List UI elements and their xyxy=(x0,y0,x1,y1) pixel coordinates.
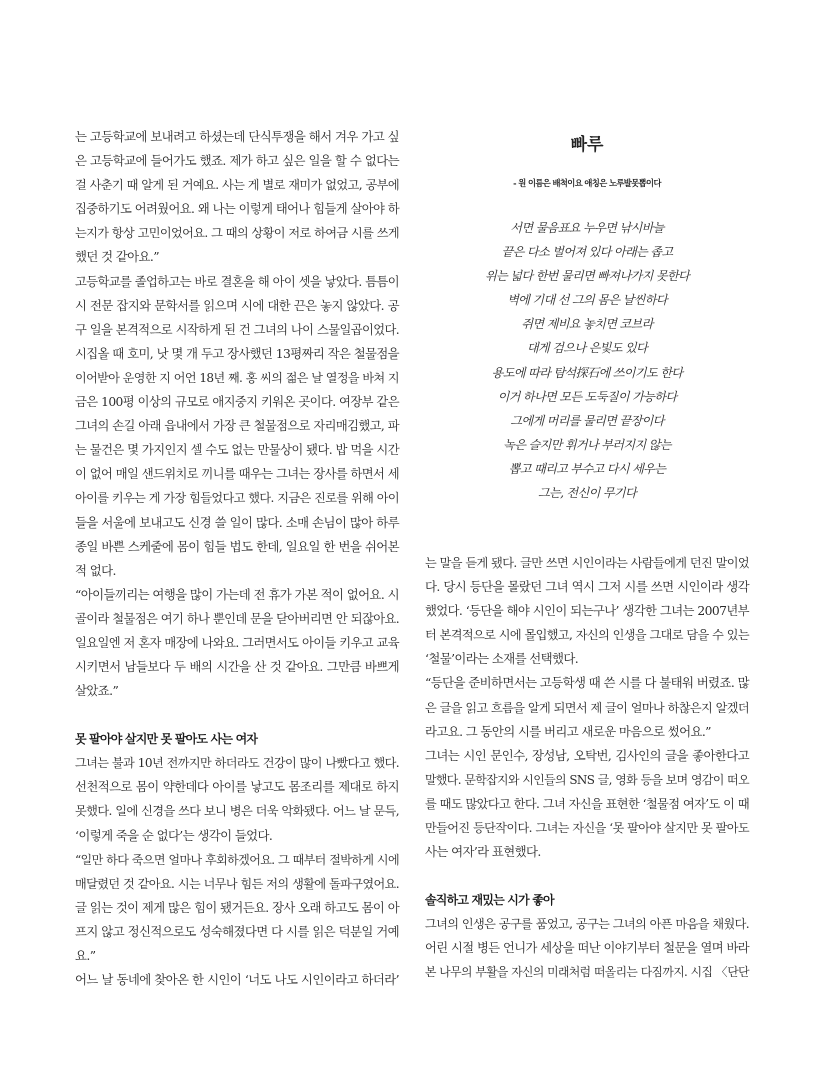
text-line: 은 고등학교에 들어가도 했죠. 제가 하고 싶은 일을 할 수 없다는 xyxy=(75,153,399,169)
text-line: 어린 시절 병든 언니가 세상을 떠난 이야기부터 철문을 열며 바라 xyxy=(425,941,749,956)
poem-line: 쥐면 제비요 놓치면 코브라 xyxy=(521,317,653,332)
text-line: ‘이렇게 죽을 순 없다’는 생각이 들었다. xyxy=(75,827,273,843)
paragraph xyxy=(75,583,399,703)
text-line: 터 본격적으로 시에 몰입했고, 자신의 인생을 그대로 담을 수 있는 xyxy=(425,628,749,643)
text-line: 아이를 키우는 게 가장 힘들었다고 했다. 지금은 진로를 위해 아이 xyxy=(75,491,399,506)
text-line: 그녀의 인생은 공구를 품었고, 공구는 그녀의 아픈 마음을 채웠다. xyxy=(425,917,749,932)
text-line: 그녀는 시인 문인수, 장성남, 오탁번, 김사인의 글을 좋아한다고 xyxy=(425,747,749,763)
text-line: 종일 바쁜 스케줄에 몸이 힘들 법도 한데, 일요일 한 번을 쉬어본 xyxy=(75,538,399,554)
text-line: 프지 않고 정신적으로도 성숙해졌다면 다 시를 읽은 덕분일 거예 xyxy=(75,923,399,939)
text-line: 매달렸던 것 같아요. 시는 너무나 힘든 저의 생활에 돌파구였어요. xyxy=(75,876,399,891)
text-line: 걸 사춘기 때 알게 된 거예요. 사는 게 별로 재미가 없었고, 공부에 xyxy=(75,178,399,193)
paragraph xyxy=(75,751,399,847)
text-line: 이어받아 운영한 지 어언 18년 째. 홍 씨의 젊은 날 열정을 바쳐 지 xyxy=(75,370,399,385)
poem-line: 용도에 따라 탐석探石에 쓰이기도 한다 xyxy=(491,365,683,380)
text-line: 말했다. 문학잡지와 시인들의 SNS 글, 영화 등을 보며 영감이 떠오 xyxy=(425,772,749,787)
text-line: 은 글을 읽고 흐름을 알게 되면서 제 글이 얼마나 하찮은지 알겠더 xyxy=(425,700,749,715)
poem-line: 이거 하나면 모든 도둑질이 가능하다 xyxy=(497,389,677,404)
text-line: 는지가 항상 고민이었어요. 그 때의 상황이 저로 하여금 시를 쓰게 xyxy=(75,226,399,241)
section-gap xyxy=(75,703,399,727)
text-line: 금은 100평 이상의 규모로 애지중지 키워온 곳이다. 여장부 같은 xyxy=(75,395,399,410)
text-line: 골이라 철물점은 여기 하나 뿐인데 문을 닫아버리면 안 되잖아요. xyxy=(75,611,399,626)
poem-title: 빠루 xyxy=(570,135,604,155)
text-line: 구 일을 본격적으로 시작하게 된 건 그녀의 나이 스물일곱이었다. xyxy=(75,322,399,337)
text-line: 만들어진 등단작이다. 그녀는 자신을 ‘못 팔아야 살지만 못 팔아도 xyxy=(425,821,749,836)
poem-line: 끝은 다소 벌어져 있다 아래는 좁고 xyxy=(501,245,673,260)
poem-line: 서면 물음표요 누우면 낚시바늘 xyxy=(510,221,664,235)
text-line: 시 전문 잡지와 문학서를 읽으며 시에 대한 끈은 놓지 않았다. 공 xyxy=(75,297,399,313)
text-line: 라고요. 그 동안의 시를 버리고 새로운 마음으로 썼어요.” xyxy=(425,723,711,739)
section-subheading: 솔직하고 재밌는 시가 좋아 xyxy=(425,893,554,908)
text-line: “등단을 준비하면서는 고등학생 때 쓴 시를 다 불태워 버렸죠. 많 xyxy=(425,675,749,691)
paragraph xyxy=(425,551,749,671)
text-line: 했었다. ‘등단을 해야 시인이 되는구나’ 생각한 그녀는 2007년부 xyxy=(425,604,749,619)
text-line: “일만 하다 죽으면 얼마나 후회하겠어요. 그 때부터 절박하게 시에 xyxy=(75,852,399,867)
paragraph xyxy=(75,848,399,968)
text-line: 적 없다. xyxy=(75,562,116,578)
paragraph xyxy=(75,968,399,992)
poem-line: 그는, 전신이 무기다 xyxy=(537,486,637,501)
poem-line: 대게 검으나 은빛도 있다 xyxy=(526,341,648,356)
poem-body xyxy=(425,216,749,505)
text-line: 선천적으로 몸이 약한데다 아이를 낳고도 몸조리를 제대로 하지 xyxy=(75,779,399,795)
left-column xyxy=(75,125,399,992)
poem-line: 위는 넓다 한번 물리면 빠져나가지 못한다 xyxy=(484,269,690,284)
paragraph xyxy=(75,125,399,270)
text-line: ‘철물’이라는 소재를 선택했다. xyxy=(425,651,579,667)
text-line: “아이들끼리는 여행을 많이 가는데 전 휴가 가본 적이 없어요. 시 xyxy=(75,586,399,602)
text-line: 는 고등학교에 보내려고 하셨는데 단식투쟁을 해서 겨우 가고 싶 xyxy=(75,129,399,144)
text-line: 를 때도 많았다고 한다. 그녀 자신을 표현한 ‘철물점 여자’도 이 때 xyxy=(425,796,749,811)
text-line: 본 나무의 부활을 자신의 미래처럼 떠올리는 다짐까지. 시집 〈단단 xyxy=(425,965,749,980)
text-line: 요.” xyxy=(75,948,96,963)
text-line: 집중하기도 어려웠어요. 왜 나는 이렇게 태어나 힘들게 살아야 하 xyxy=(75,202,399,217)
text-line: 이 없어 매일 샌드위치로 끼니를 때우는 그녀는 장사를 하면서 세 xyxy=(75,467,399,482)
text-line: 그녀의 손길 아래 읍내에서 가장 큰 철물점으로 자리매김했고, 파 xyxy=(75,419,399,434)
text-line: 일요일엔 저 혼자 매장에 나와요. 그러면서도 아이들 키우고 교육 xyxy=(75,635,399,650)
text-line: 는 물건은 몇 가지인지 셀 수도 없는 만물상이 됐다. 밥 먹을 시간 xyxy=(75,443,399,458)
text-line: 고등학교를 졸업하고는 바로 결혼을 해 아이 셋을 낳았다. 틈틈이 xyxy=(75,274,399,289)
text-line: 어느 날 동네에 찾아온 한 시인이 ‘너도 나도 시인이라고 하더라’ xyxy=(75,972,399,988)
section-subheading: 못 팔아야 살지만 못 팔아도 사는 여자 xyxy=(75,732,258,747)
text-line: 했던 것 같아요.” xyxy=(75,249,159,265)
paragraph xyxy=(75,270,399,583)
poem-line: 뽑고 때리고 부수고 다시 세우는 xyxy=(508,461,666,476)
poem-line: 그에게 머리를 물리면 끝장이다 xyxy=(510,413,664,428)
text-line: 시키면서 남들보다 두 배의 시간을 산 것 같아요. 그만큼 바쁘게 xyxy=(75,659,399,675)
paragraph xyxy=(425,744,749,864)
text-line: 는 말을 듣게 됐다. 글만 쓰면 시인이라는 사람들에게 던진 말이었 xyxy=(425,556,749,570)
text-line: 사는 여자’라 표현했다. xyxy=(425,844,541,860)
section-gap xyxy=(425,864,749,888)
poem-line: 녹은 슬지만 휘거나 부러지지 않는 xyxy=(503,437,671,452)
paragraph xyxy=(425,671,749,743)
text-line: 못했다. 일에 신경을 쓰다 보니 병은 더욱 악화됐다. 어느 날 문득, xyxy=(75,804,399,819)
poem-subtitle: - 원 이름은 배척이요 애칭은 노루발못뽑이다 xyxy=(513,178,661,188)
paragraph xyxy=(425,912,749,984)
text-line: 살았죠.” xyxy=(75,683,119,699)
right-column xyxy=(425,551,749,985)
text-line: 그녀는 불과 10년 전까지만 하더라도 건강이 많이 나빴다고 했다. xyxy=(75,756,399,771)
text-line: 들을 서울에 보내고도 신경 쓸 일이 많다. 소매 손님이 많아 하루 xyxy=(75,514,399,530)
text-line: 글 읽는 것이 제게 많은 힘이 됐거든요. 장사 오래 하고도 몸이 아 xyxy=(75,900,399,915)
text-line: 다. 당시 등단을 몰랐던 그녀 역시 그저 시를 쓰면 시인이라 생각 xyxy=(425,579,749,595)
poem-line: 벽에 기대 선 그의 몸은 날씬하다 xyxy=(507,293,667,308)
text-line: 시집올 때 호미, 낫 몇 개 두고 장사했던 13평짜리 작은 철물점을 xyxy=(75,346,399,361)
